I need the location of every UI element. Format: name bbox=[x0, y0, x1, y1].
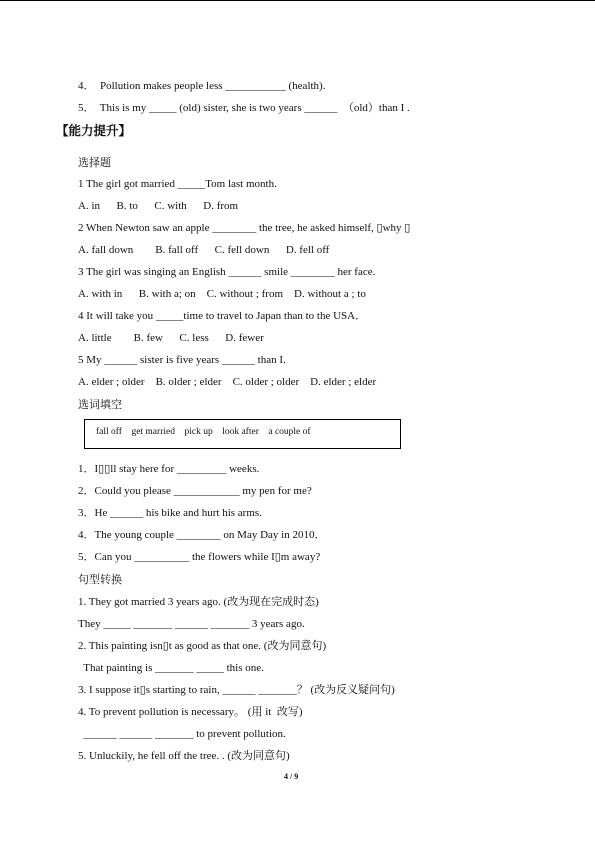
transform-q1: 1. They got married 3 years ago. (改为现在完成时态) bbox=[78, 596, 319, 608]
mc-q2-options: A. fall down B. fall off C. fell down D. fell off bbox=[78, 244, 330, 256]
mc-q4: 4 It will take you _____time to travel to Japan than to the USA． bbox=[78, 310, 367, 322]
fill-q3: 3．He ______ his bike and hurt his arms. bbox=[78, 507, 262, 519]
transform-q5: 5. Unluckily, he fell off the tree. . (改为同意句) bbox=[78, 750, 290, 762]
fill-q1: 1．I▯▯ll stay here for _________ weeks. bbox=[78, 463, 260, 475]
transform-q1-blank: They _____ _______ ______ _______ 3 years ago. bbox=[78, 618, 305, 630]
fill-q4: 4．The young couple ________ on May Day in 2010． bbox=[78, 529, 326, 541]
mc-q5-options: A. elder ; older B. older ; elder C. older ; older D. elder ; elder bbox=[78, 376, 377, 388]
mc-heading: 选择题 bbox=[78, 156, 111, 169]
word-bank-box bbox=[84, 419, 401, 449]
top-border-line bbox=[0, 0, 595, 1]
fill-q5: 5．Can you __________ the flowers while I▯m away? bbox=[78, 551, 321, 563]
transform-q2: 2. This painting isn▯t as good as that one. (改为同意句) bbox=[78, 640, 327, 652]
section-title: 【能力提升】 bbox=[56, 123, 132, 138]
mc-q3: 3 The girl was singing an English ______ smile ________ her face. bbox=[78, 266, 376, 278]
transform-heading: 句型转换 bbox=[78, 573, 122, 586]
fill-q2: 2．Could you please ____________ my pen for me? bbox=[78, 485, 312, 497]
transform-q4-blank: ______ ______ _______ to prevent pollution. bbox=[78, 728, 286, 740]
prev-item-5: 5． This is my _____ (old) sister, she is two years ______ （old）than I . bbox=[78, 102, 410, 114]
transform-q2-blank: That painting is _______ _____ this one. bbox=[78, 662, 264, 674]
transform-q3: 3. I suppose it▯s starting to rain, ______ _______？ (改为反义疑问句) bbox=[78, 684, 395, 696]
transform-q4: 4. To prevent pollution is necessary。 (用 it 改写) bbox=[78, 706, 303, 718]
mc-q3-options: A. with in B. with a; on C. without ; from D. without a ; to bbox=[78, 288, 366, 300]
mc-q2: 2 When Newton saw an apple ________ the tree, he asked himself, ▯why ▯ bbox=[78, 222, 411, 234]
mc-q4-options: A. little B. few C. less D. fewer bbox=[78, 332, 264, 344]
mc-q1: 1 The girl got married _____Tom last month. bbox=[78, 178, 277, 190]
mc-q5: 5 My ______ sister is five years ______ than I. bbox=[78, 354, 286, 366]
prev-item-4: 4． Pollution makes people less ___________ (health). bbox=[78, 80, 326, 92]
fill-heading: 选词填空 bbox=[78, 398, 122, 411]
page-number: 4 / 9 bbox=[284, 772, 299, 781]
word-bank-text: fall off get married pick up look after a couple of bbox=[96, 427, 311, 437]
mc-q1-options: A. in B. to C. with D. from bbox=[78, 200, 239, 212]
